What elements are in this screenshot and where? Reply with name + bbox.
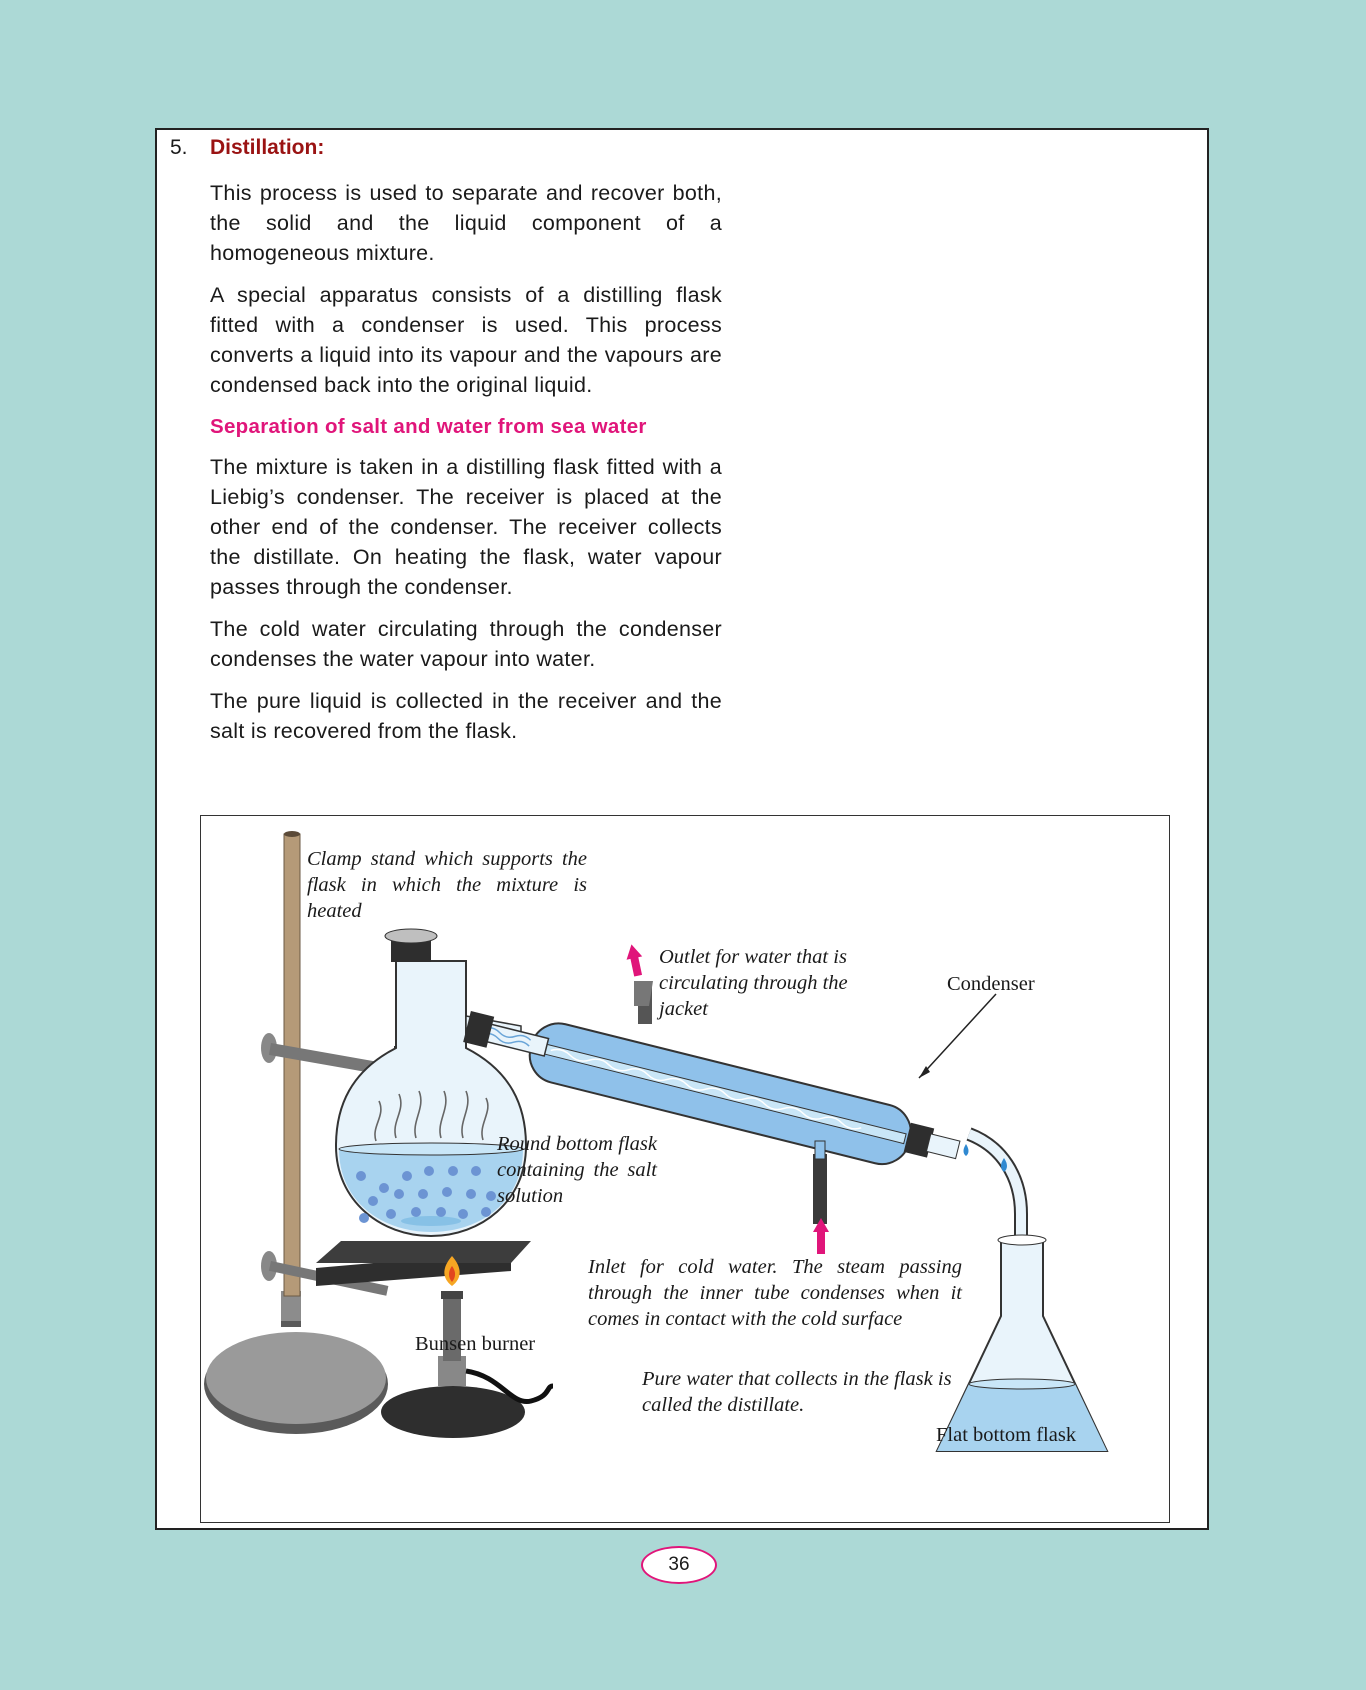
- distillate-label: Pure water that collects in the flask is called the distillate.: [642, 1368, 952, 1416]
- paragraph-mixture: The mixture is taken in a distilling flask fitted with a Liebig’s condenser. The receiver is placed at the other end of the condenser. The receiver collects the distillate. On heating the flask, water vapour passes through the condenser.: [210, 455, 722, 599]
- paragraph-intro: This process is used to separate and recover both, the solid and the liquid component of a homogeneous mixture.: [210, 181, 722, 265]
- outlet-label: Outlet for water that is circulating through the jacket: [659, 946, 848, 1020]
- section-title: Distillation:: [210, 136, 325, 159]
- content-panel: [155, 128, 1209, 1530]
- inlet-label: Inlet for cold water. The steam passing through the inner tube condenses when it comes in contact with the cold surface: [588, 1256, 962, 1330]
- paragraph-collection: The pure liquid is collected in the receiver and the salt is recovered from the flask.: [210, 689, 722, 743]
- round-flask-label: Round bottom flask containing the salt solution: [497, 1133, 657, 1207]
- paragraph-cold-water: The cold water circulating through the condenser condenses the water vapour into water.: [210, 617, 722, 671]
- condenser-label: Condenser: [947, 973, 1035, 995]
- distillation-figure: [200, 815, 1170, 1523]
- clamp-stand-label: Clamp stand which supports the flask in which the mixture is heated: [307, 848, 587, 922]
- section-number: 5.: [170, 136, 188, 159]
- text-column: [210, 178, 722, 758]
- paragraph-apparatus: A special apparatus consists of a distilling flask fitted with a condenser is used. This process converts a liquid into its vapour and the vapours are condensed back into the original liquid.: [210, 283, 722, 397]
- flat-bottom-flask-label: Flat bottom flask: [936, 1424, 1077, 1446]
- subheading: Separation of salt and water from sea water: [210, 415, 647, 438]
- bunsen-burner-label: Bunsen burner: [415, 1333, 536, 1355]
- page-number: 36: [641, 1546, 717, 1584]
